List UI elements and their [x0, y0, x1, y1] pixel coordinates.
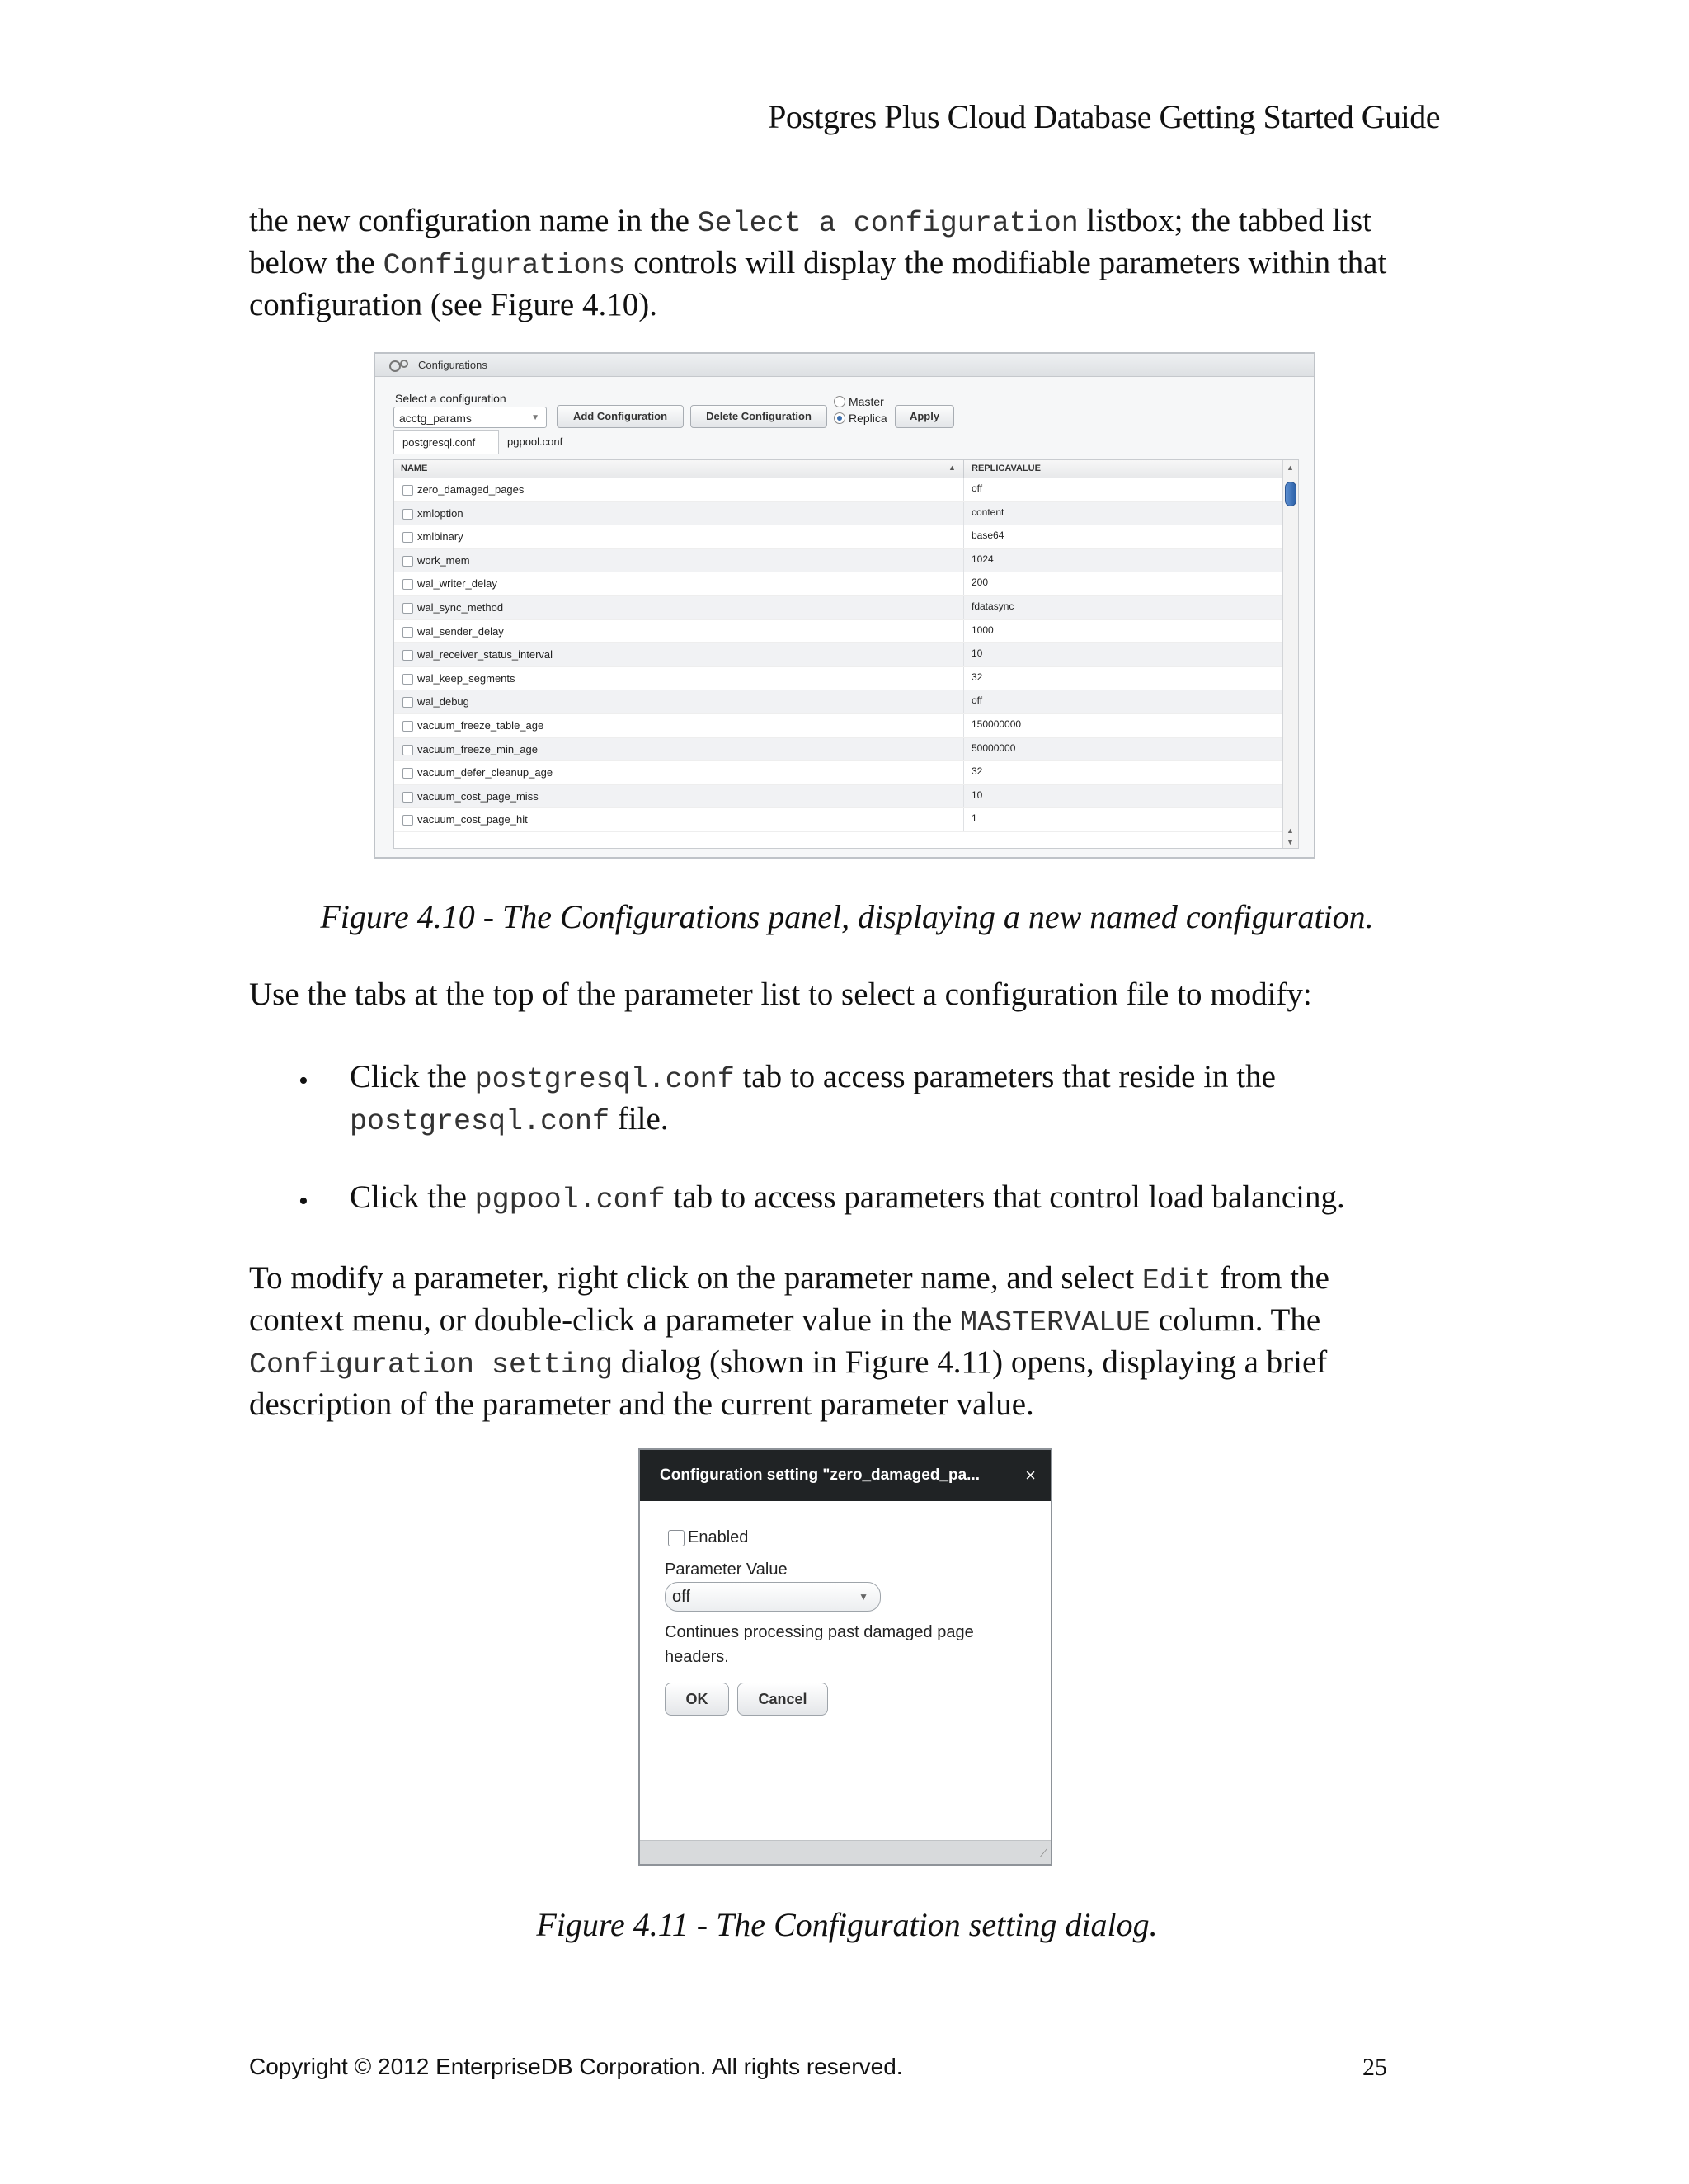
row-checkbox[interactable] [402, 509, 413, 520]
parameter-name: xmlbinary [417, 530, 463, 544]
code-configuration-setting: Configuration setting [249, 1349, 614, 1381]
bullet-text: tab to access parameters that control load balancing. [665, 1179, 1345, 1215]
scroll-down-icon[interactable]: ▲ [1287, 826, 1294, 835]
grid-header [394, 460, 1283, 479]
scrollbar-thumb[interactable] [1285, 482, 1296, 506]
parameter-name: wal_writer_delay [417, 577, 497, 591]
parameter-description: Continues processing past damaged page headers. [665, 1623, 974, 1666]
parameter-value-label: Parameter Value [665, 1560, 788, 1579]
bullet-pgpool [350, 1178, 1422, 1220]
row-checkbox[interactable] [402, 532, 413, 543]
code-postgresql-conf: postgresql.conf [474, 1063, 735, 1096]
intro-paragraph [249, 201, 1445, 325]
table-row[interactable] [394, 808, 1283, 832]
row-checkbox[interactable] [402, 674, 413, 685]
intro-text: controls will display the modifiable parameters within that [625, 245, 1387, 280]
parameter-name: wal_sender_delay [417, 624, 504, 638]
parameter-value-select[interactable] [665, 1582, 881, 1612]
parameter-value: 1 [972, 812, 977, 825]
row-checkbox[interactable] [402, 603, 413, 614]
panel-titlebar [375, 354, 1314, 377]
ok-button[interactable]: OK [665, 1683, 729, 1716]
code-postgresql-conf: postgresql.conf [350, 1105, 610, 1138]
parameter-value: 1000 [972, 624, 994, 636]
parameter-name: wal_keep_segments [417, 671, 515, 685]
parameter-value: 32 [972, 671, 983, 683]
parameter-value: 50000000 [972, 741, 1016, 754]
intro-text: listbox; the tabbed list [1078, 203, 1372, 238]
close-icon[interactable]: × [1025, 1465, 1036, 1485]
table-row[interactable] [394, 738, 1283, 762]
configuration-setting-dialog [638, 1448, 1052, 1866]
table-row[interactable] [394, 620, 1283, 644]
radio-master[interactable] [834, 395, 884, 408]
enabled-label: Enabled [688, 1528, 749, 1546]
row-checkbox[interactable] [402, 745, 413, 755]
column-header-name[interactable]: NAME [401, 464, 428, 473]
scroll-down-icon[interactable]: ▼ [1287, 838, 1294, 846]
parameter-value: content [972, 506, 1004, 518]
parameter-value: 32 [972, 765, 983, 778]
sort-ascending-icon: ▲ [948, 464, 956, 472]
code-pgpool-conf: pgpool.conf [474, 1184, 666, 1217]
dialog-title [640, 1450, 1051, 1501]
parameter-value: 10 [972, 788, 983, 801]
bullet-text: file. [609, 1101, 669, 1137]
table-row[interactable] [394, 596, 1283, 620]
parameter-grid [393, 459, 1299, 849]
bullet-text: Click the [350, 1059, 475, 1094]
table-row[interactable] [394, 502, 1283, 526]
enabled-checkbox[interactable] [668, 1530, 685, 1546]
row-checkbox[interactable] [402, 721, 413, 732]
table-row[interactable] [394, 714, 1283, 738]
code-select-configuration: Select a configuration [697, 207, 1079, 240]
row-checkbox[interactable] [402, 792, 413, 803]
cancel-button[interactable]: Cancel [737, 1683, 828, 1716]
page-number: 25 [1362, 2054, 1387, 2081]
row-checkbox[interactable] [402, 768, 413, 779]
figure-4-11-caption: Figure 4.11 - The Configuration setting dialog. [536, 1906, 1158, 1943]
panel-title: Configurations [418, 359, 487, 371]
row-checkbox[interactable] [402, 485, 413, 496]
grid-body [394, 478, 1283, 832]
column-header-replicavalue[interactable]: REPLICAVALUE [972, 464, 1041, 473]
parameter-name: vacuum_freeze_table_age [417, 718, 544, 732]
table-row[interactable] [394, 690, 1283, 714]
configuration-select[interactable] [393, 407, 547, 428]
add-configuration-button[interactable]: Add Configuration [557, 405, 684, 428]
bullet: • [299, 1186, 308, 1217]
code-edit: Edit [1141, 1264, 1211, 1297]
intro-text: below the [249, 245, 383, 280]
intro-text: configuration (see Figure 4.10). [249, 287, 657, 322]
configuration-select-value: acctg_params [399, 412, 472, 425]
table-row[interactable] [394, 549, 1283, 573]
figure-4-10-caption: Figure 4.10 - The Configurations panel, displaying a new named configuration. [320, 898, 1374, 935]
table-row[interactable] [394, 785, 1283, 809]
parameter-name: xmloption [417, 506, 463, 520]
intro-text: the new configuration name in the [249, 203, 698, 238]
parameter-name: wal_receiver_status_interval [417, 648, 553, 661]
apply-button[interactable]: Apply [895, 405, 954, 428]
parameter-value: off [972, 694, 983, 707]
row-checkbox[interactable] [402, 579, 413, 590]
parameter-name: vacuum_cost_page_hit [417, 813, 528, 826]
modify-text: from the [1211, 1260, 1329, 1296]
parameter-name: vacuum_cost_page_miss [417, 789, 539, 803]
bullet-text: Click the [350, 1179, 475, 1215]
row-checkbox[interactable] [402, 650, 413, 661]
dialog-footer [640, 1840, 1051, 1864]
parameter-name: zero_damaged_pages [417, 483, 525, 496]
parameter-value: 1024 [972, 553, 994, 565]
row-checkbox[interactable] [402, 556, 413, 567]
bullet-text: tab to access parameters that reside in the [734, 1059, 1276, 1094]
code-mastervalue: MASTERVALUE [959, 1306, 1151, 1339]
modify-text: dialog (shown in Figure 4.11) opens, displaying a brief [613, 1344, 1328, 1380]
parameter-value: off [672, 1588, 690, 1606]
table-row[interactable] [394, 525, 1283, 549]
table-row[interactable] [394, 643, 1283, 667]
parameter-value: 150000000 [972, 718, 1022, 730]
radio-master-label: Master [849, 395, 884, 408]
parameter-name: vacuum_defer_cleanup_age [417, 766, 553, 779]
parameter-name: wal_debug [417, 695, 469, 708]
bullet: • [299, 1066, 308, 1096]
resize-grip-icon[interactable]: ⟋ [1039, 1847, 1047, 1860]
radio-icon [834, 396, 845, 407]
modify-text: description of the parameter and the current parameter value. [249, 1386, 1034, 1422]
table-row[interactable] [394, 478, 1283, 502]
chevron-down-icon: ▼ [531, 413, 539, 422]
radio-replica[interactable] [834, 412, 887, 425]
dialog-title-text: Configuration setting "zero_damaged_pa... [660, 1466, 980, 1484]
gear-icon [387, 357, 412, 374]
parameter-value: fdatasync [972, 600, 1014, 612]
select-configuration-label: Select a configuration [395, 392, 506, 405]
code-configurations: Configurations [383, 249, 626, 282]
modify-text: To modify a parameter, right click on the parameter name, and select [249, 1260, 1142, 1296]
vertical-scrollbar[interactable] [1282, 460, 1298, 848]
parameter-name: wal_sync_method [417, 600, 504, 614]
delete-configuration-button[interactable]: Delete Configuration [690, 405, 827, 428]
parameter-value: 200 [972, 577, 989, 589]
row-checkbox[interactable] [402, 815, 413, 826]
chevron-down-icon: ▼ [859, 1591, 868, 1603]
tab-pgpool-conf[interactable]: pgpool.conf [507, 435, 563, 448]
modify-text: context menu, or double-click a parameter value in the [249, 1302, 960, 1338]
modify-text: column. The [1150, 1302, 1321, 1338]
parameter-name: vacuum_freeze_min_age [417, 742, 538, 755]
parameter-value: 10 [972, 647, 983, 660]
modify-paragraph [249, 1259, 1445, 1424]
radio-selected-icon [834, 412, 845, 424]
row-checkbox[interactable] [402, 627, 413, 638]
table-row[interactable] [394, 572, 1283, 596]
configurations-panel [374, 352, 1315, 859]
scroll-up-icon[interactable]: ▲ [1287, 464, 1294, 472]
table-row[interactable] [394, 761, 1283, 785]
parameter-value: off [972, 482, 983, 494]
radio-replica-label: Replica [849, 412, 887, 425]
table-row[interactable] [394, 667, 1283, 691]
row-checkbox[interactable] [402, 697, 413, 708]
parameter-name: work_mem [417, 553, 470, 567]
parameter-value: base64 [972, 530, 1004, 542]
running-header: Postgres Plus Cloud Database Getting Started Guide [768, 98, 1440, 135]
footer-copyright: Copyright © 2012 EnterpriseDB Corporation. All rights reserved. [249, 2054, 903, 2079]
bullet-postgresql [350, 1057, 1422, 1141]
tab-postgresql-conf[interactable]: postgresql.conf [393, 430, 499, 454]
tabs-paragraph: Use the tabs at the top of the parameter list to select a configuration file to modify: [249, 977, 1312, 1012]
